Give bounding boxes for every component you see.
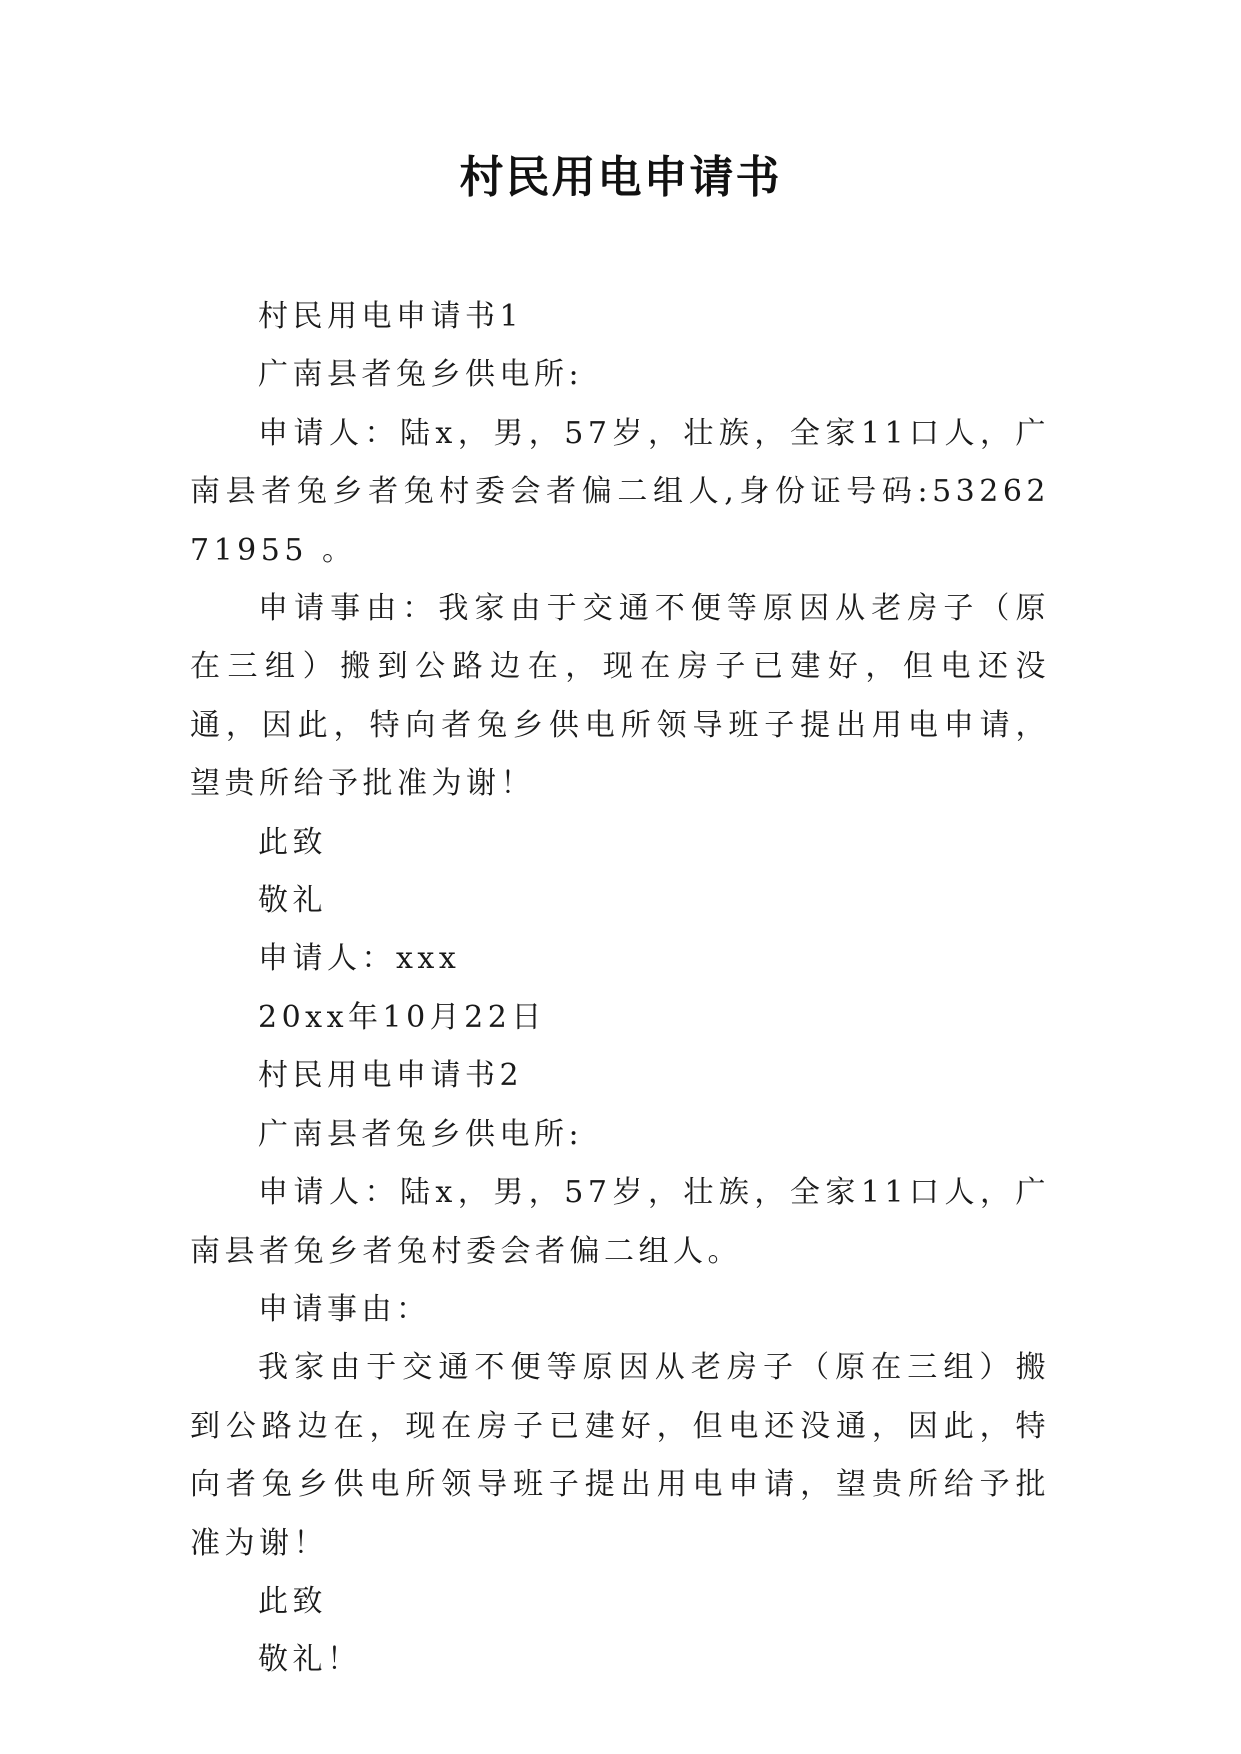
section-heading-1: 村民用电申请书1 — [258, 299, 524, 334]
application-reason: 申请事由：我家由于交通不便等原因从老房子（原在三组）搬到公路边在，现在房子已建好，但电还没通，因此，特向者兔乡供电所领导班子提出用电申请，望贵所给予批准为谢！ — [190, 591, 1050, 802]
applicant-info: 申请人：陆x，男，57岁，壮族，全家11口人，广南县者兔乡者兔村委会者偏二组人。 — [190, 1175, 1050, 1269]
closing-salutation: 此致 — [258, 1583, 327, 1619]
document-body — [190, 288, 1050, 1690]
closing-regards: 敬礼！ — [258, 1642, 362, 1678]
closing-regards: 敬礼 — [258, 883, 327, 919]
date-line: 20xx年10月22日 — [258, 999, 546, 1035]
applicant-info: 申请人：陆x，男，57岁，壮族，全家11口人，广南县者兔乡者兔村委会者偏二组人,身份证号码:5326271955 。 — [190, 415, 1050, 568]
application-reason: 我家由于交通不便等原因从老房子（原在三组）搬到公路边在，现在房子已建好，但电还没通，因此，特向者兔乡供电所领导班子提出用电申请，望贵所给予批准为谢！ — [190, 1350, 1050, 1561]
addressee: 广南县者兔乡供电所: — [258, 357, 584, 393]
addressee: 广南县者兔乡供电所: — [258, 1116, 584, 1152]
closing-salutation: 此致 — [258, 824, 327, 860]
reason-label: 申请事由： — [258, 1291, 431, 1327]
signature-line: 申请人：xxx — [258, 941, 461, 977]
document-title: 村民用电申请书 — [459, 152, 782, 203]
section-heading-2: 村民用电申请书2 — [258, 1058, 524, 1094]
